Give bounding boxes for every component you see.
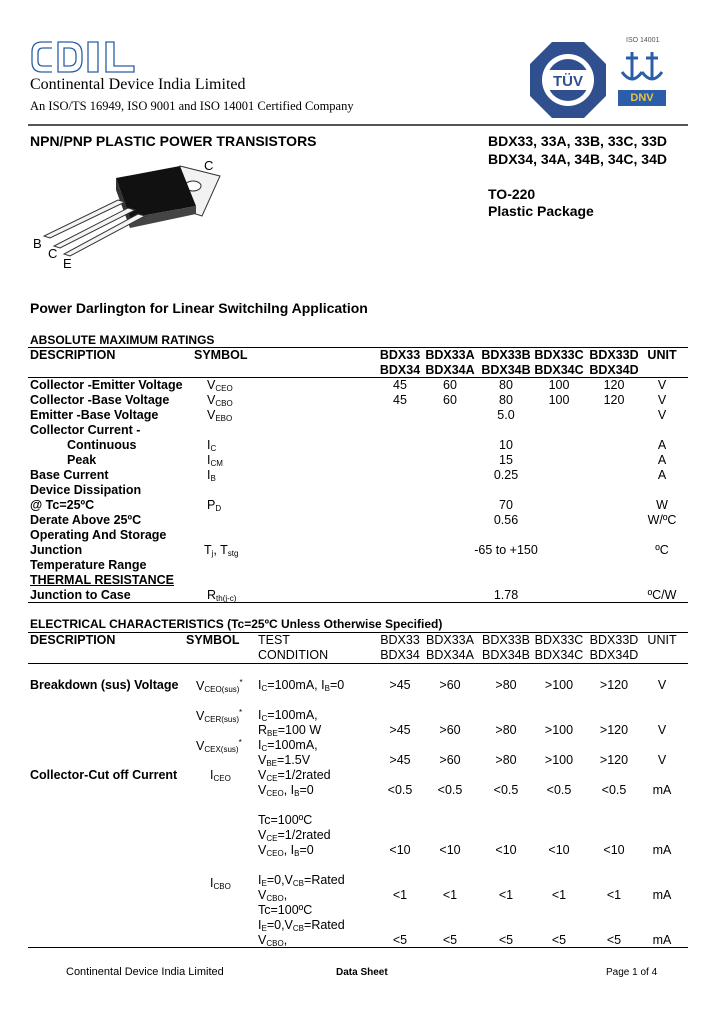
footer-page: Page 1 of 4 bbox=[606, 967, 658, 978]
elec-rule-bottom bbox=[28, 947, 688, 948]
text-part: V bbox=[258, 933, 267, 947]
col-part-bottom: BDX34A bbox=[426, 648, 474, 662]
col-part-top: BDX33A bbox=[426, 633, 474, 647]
breakdown1-value: >60 bbox=[439, 678, 461, 692]
text-part: =0 bbox=[329, 678, 345, 692]
row-description: @ Tc=25ºC bbox=[30, 498, 95, 512]
cutoff2-value: <10 bbox=[495, 843, 517, 857]
pin-label-e: E bbox=[63, 256, 72, 271]
symbol-letter: R bbox=[207, 588, 217, 602]
row-symbol bbox=[210, 876, 231, 891]
text-part: V bbox=[258, 768, 267, 782]
col-test: TEST bbox=[258, 633, 290, 647]
row-symbol bbox=[196, 738, 242, 754]
cutoff2-value: <10 bbox=[603, 843, 625, 857]
col-part-bottom: BDX34 bbox=[379, 363, 421, 377]
row-value: 10 bbox=[499, 438, 513, 452]
text-part: V bbox=[258, 888, 267, 902]
breakdown3-value: >45 bbox=[389, 753, 411, 767]
subscript: CEO bbox=[266, 849, 284, 858]
row-symbol bbox=[207, 393, 233, 408]
text-part: , bbox=[283, 933, 288, 947]
text-part: V bbox=[258, 843, 267, 857]
row-description: Junction bbox=[30, 543, 83, 557]
col-condition: CONDITION bbox=[258, 648, 329, 662]
footer-company: Continental Device India Limited bbox=[66, 966, 224, 978]
row-symbol bbox=[207, 453, 223, 468]
col-part-top: BDX33B bbox=[481, 348, 531, 362]
package-material: Plastic Package bbox=[488, 203, 594, 219]
cutoff3-value: <1 bbox=[606, 888, 622, 902]
row-description: Device Dissipation bbox=[30, 483, 142, 497]
row-description: Operating And Storage bbox=[30, 528, 167, 542]
cutoff1-value: <0.5 bbox=[387, 783, 413, 797]
pin-label-c: C bbox=[48, 246, 58, 261]
symbol-subscript: EBO bbox=[215, 414, 233, 423]
cutoff2-value: <10 bbox=[439, 843, 461, 857]
cutoff3-value: <1 bbox=[498, 888, 514, 902]
col-unit: UNIT bbox=[647, 348, 677, 362]
row-value: -65 to +150 bbox=[474, 543, 538, 557]
symbol-letter: V bbox=[196, 739, 205, 753]
col-part-bottom: BDX34C bbox=[534, 648, 584, 662]
subscript: CBO bbox=[266, 894, 284, 903]
col-part-bottom: BDX34 bbox=[380, 648, 420, 662]
cutoff3-value: <1 bbox=[551, 888, 567, 902]
test-condition bbox=[258, 843, 314, 858]
text-part: R bbox=[258, 723, 268, 737]
row-description: Collector Current - bbox=[30, 423, 141, 437]
symbol-star: * bbox=[239, 708, 243, 717]
symbol-letter: I bbox=[210, 876, 214, 890]
symbol-letter: I bbox=[207, 438, 211, 452]
row-symbol bbox=[207, 498, 221, 513]
row-description: Collector -Base Voltage bbox=[30, 393, 170, 407]
row-value: 100 bbox=[548, 393, 570, 407]
cutoff1-value: <0.5 bbox=[493, 783, 519, 797]
row-value: 80 bbox=[499, 378, 513, 392]
symbol-subscript: CM bbox=[210, 459, 223, 468]
company-logo bbox=[30, 38, 138, 76]
breakdown2-value: >100 bbox=[544, 723, 574, 737]
row-symbol bbox=[210, 768, 231, 783]
text-part: I bbox=[258, 678, 262, 692]
symbol-letter: V bbox=[207, 408, 216, 422]
subscript: E bbox=[261, 879, 267, 888]
row-value: 60 bbox=[443, 393, 457, 407]
row-description: Collector-Cut off Current bbox=[30, 768, 178, 782]
breakdown3-value: >120 bbox=[599, 753, 629, 767]
cutoff2-unit: mA bbox=[652, 843, 672, 857]
text-part: =1/2rated bbox=[277, 768, 331, 782]
row-value: 45 bbox=[393, 378, 407, 392]
breakdown1-value: >100 bbox=[544, 678, 574, 692]
subscript: C bbox=[261, 714, 268, 723]
row-value: 0.25 bbox=[493, 468, 519, 482]
row-symbol bbox=[196, 708, 242, 724]
row-value: 100 bbox=[548, 378, 570, 392]
subscript: C bbox=[261, 744, 268, 753]
cutoff4-unit: mA bbox=[652, 933, 672, 947]
col-part-bottom: BDX34B bbox=[481, 363, 531, 377]
row-symbol bbox=[207, 438, 216, 453]
breakdown1-value: >45 bbox=[389, 678, 411, 692]
row-value: 15 bbox=[499, 453, 513, 467]
row-description: Junction to Case bbox=[30, 588, 131, 602]
subscript: CB bbox=[292, 924, 305, 933]
row-symbol bbox=[204, 543, 238, 558]
test-condition bbox=[258, 738, 318, 753]
cutoff2-value: <10 bbox=[389, 843, 411, 857]
test-condition bbox=[258, 708, 318, 723]
tuv-seal bbox=[528, 40, 608, 120]
col-part-top: BDX33 bbox=[380, 633, 420, 647]
product-title: NPN/PNP PLASTIC POWER TRANSISTORS bbox=[30, 133, 317, 149]
symbol-subscript: CBO bbox=[215, 399, 233, 408]
symbol-subscript: C bbox=[210, 444, 217, 453]
col-part-bottom: BDX34B bbox=[482, 648, 530, 662]
breakdown1-value: >120 bbox=[599, 678, 629, 692]
text-part: I bbox=[258, 873, 262, 887]
row-unit: A bbox=[657, 438, 667, 452]
footer-doc-type: Data Sheet bbox=[336, 967, 388, 978]
breakdown3-value: >100 bbox=[544, 753, 574, 767]
test-condition bbox=[258, 723, 321, 738]
col-unit: UNIT bbox=[647, 633, 677, 647]
test-condition bbox=[258, 753, 310, 768]
text-part: =1.5V bbox=[277, 753, 311, 767]
pin-label-c-top: C bbox=[204, 158, 214, 173]
cutoff4-value: <5 bbox=[606, 933, 622, 947]
symbol-subscript: B bbox=[210, 474, 216, 483]
symbol-letter: I bbox=[210, 768, 214, 782]
subscript: CE bbox=[266, 834, 278, 843]
breakdown1-unit: V bbox=[657, 678, 667, 692]
symbol-subscript: CEO(sus) bbox=[204, 685, 240, 694]
text-part: =Rated bbox=[304, 873, 345, 887]
tuv-text: TÜV bbox=[553, 73, 583, 90]
subscript: B bbox=[294, 789, 300, 798]
cutoff4-value: <5 bbox=[392, 933, 408, 947]
breakdown2-value: >120 bbox=[599, 723, 629, 737]
row-description: Peak bbox=[67, 453, 97, 467]
subscript: CB bbox=[292, 879, 305, 888]
row-value: 120 bbox=[603, 393, 625, 407]
subscript: B bbox=[294, 849, 300, 858]
text-part: V bbox=[258, 783, 267, 797]
pin-label-b: B bbox=[33, 236, 42, 251]
subscript: CEO bbox=[266, 789, 284, 798]
row-symbol bbox=[207, 588, 236, 603]
col-part-top: BDX33D bbox=[589, 633, 639, 647]
row-unit: ºC bbox=[655, 543, 669, 557]
row-symbol bbox=[207, 378, 233, 393]
breakdown2-value: >60 bbox=[439, 723, 461, 737]
symbol-letter: I bbox=[207, 468, 211, 482]
breakdown2-value: >45 bbox=[389, 723, 411, 737]
row-value: 120 bbox=[603, 378, 625, 392]
text-part: I bbox=[258, 708, 262, 722]
text-part: =0 bbox=[299, 843, 314, 857]
row-value: 0.56 bbox=[493, 513, 519, 527]
row-description: Collector -Emitter Voltage bbox=[30, 378, 183, 392]
certification-line: An ISO/TS 16949, ISO 9001 and ISO 14001 Certified Company bbox=[30, 99, 354, 113]
cutoff1-value: <0.5 bbox=[437, 783, 463, 797]
test-condition bbox=[258, 678, 344, 693]
symbol-letter: T bbox=[204, 543, 212, 557]
row-value: 5.0 bbox=[497, 408, 515, 422]
text-part: =1/2rated bbox=[277, 828, 331, 842]
row-unit: A bbox=[657, 453, 667, 467]
text-part: I bbox=[258, 918, 262, 932]
symbol-subscript: CER(sus) bbox=[204, 715, 240, 724]
cutoff4-value: <5 bbox=[442, 933, 458, 947]
symbol-subscript: stg bbox=[227, 549, 239, 558]
symbol-star: * bbox=[239, 678, 243, 687]
text-part: I bbox=[258, 738, 262, 752]
part-numbers-line2: BDX34, 34A, 34B, 34C, 34D bbox=[488, 151, 667, 167]
row-value: 1.78 bbox=[493, 588, 519, 602]
text-part: , bbox=[283, 888, 288, 902]
col-part-top: BDX33B bbox=[482, 633, 530, 647]
test-condition: Tc=100ºC bbox=[258, 903, 313, 917]
text-part: =100mA, I bbox=[267, 678, 325, 692]
symbol-subscript: CEO bbox=[213, 774, 231, 783]
text-part: , I bbox=[283, 783, 295, 797]
dnv-anchor-icon bbox=[618, 46, 666, 90]
text-part: , I bbox=[283, 843, 295, 857]
text-part: =0,V bbox=[266, 918, 293, 932]
symbol-letter: V bbox=[196, 679, 205, 693]
symbol-letter: V bbox=[196, 709, 205, 723]
col-part-top: BDX33C bbox=[534, 348, 584, 362]
iso-label: ISO 14001 bbox=[626, 37, 660, 44]
row-unit: A bbox=[657, 468, 667, 482]
text-part: =100 W bbox=[277, 723, 322, 737]
col-part-top: BDX33A bbox=[425, 348, 475, 362]
row-description: Temperature Range bbox=[30, 558, 147, 572]
symbol-subscript: CBO bbox=[213, 882, 231, 891]
row-unit: ºC/W bbox=[647, 588, 677, 602]
text-part: =0 bbox=[299, 783, 314, 797]
text-part: =100mA, bbox=[267, 738, 318, 752]
breakdown3-unit: V bbox=[657, 753, 667, 767]
col-part-top: BDX33 bbox=[379, 348, 421, 362]
subscript: B bbox=[324, 684, 330, 693]
cutoff3-value: <1 bbox=[392, 888, 408, 902]
row-unit: V bbox=[657, 378, 667, 392]
row-description: Breakdown (sus) Voltage bbox=[30, 678, 179, 692]
row-unit: W bbox=[656, 498, 668, 512]
symbol-letter: V bbox=[207, 393, 216, 407]
symbol-star: * bbox=[238, 738, 242, 747]
breakdown3-value: >80 bbox=[495, 753, 517, 767]
subscript: BE bbox=[267, 729, 278, 738]
col-part-top: BDX33D bbox=[589, 348, 639, 362]
test-condition bbox=[258, 768, 331, 783]
test-condition bbox=[258, 888, 287, 903]
company-name: Continental Device India Limited bbox=[30, 76, 246, 93]
text-part: V bbox=[258, 753, 267, 767]
symbol-subscript: j bbox=[211, 549, 214, 558]
application-title: Power Darlington for Linear Switchilng Application bbox=[30, 300, 368, 316]
col-part-bottom: BDX34D bbox=[589, 648, 639, 662]
symbol-letter: V bbox=[207, 378, 216, 392]
subscript: CBO bbox=[266, 939, 284, 948]
row-description: Base Current bbox=[30, 468, 109, 482]
row-unit: V bbox=[657, 408, 667, 422]
col-part-bottom: BDX34C bbox=[534, 363, 584, 377]
col-part-bottom: BDX34D bbox=[589, 363, 639, 377]
symbol-letter: , T bbox=[213, 543, 228, 557]
breakdown2-value: >80 bbox=[495, 723, 517, 737]
row-description: Continuous bbox=[67, 438, 137, 452]
header-rule bbox=[28, 124, 688, 126]
cutoff3-value: <1 bbox=[442, 888, 458, 902]
row-symbol bbox=[196, 678, 243, 694]
symbol-letter: I bbox=[207, 453, 211, 467]
row-value: 80 bbox=[499, 393, 513, 407]
col-description: DESCRIPTION bbox=[30, 348, 116, 362]
elec-title: ELECTRICAL CHARACTERISTICS (Tc=25ºC Unless Otherwise Specified) bbox=[30, 617, 443, 631]
test-condition bbox=[258, 783, 314, 798]
subscript: E bbox=[261, 924, 267, 933]
cutoff1-value: <0.5 bbox=[601, 783, 627, 797]
part-numbers-line1: BDX33, 33A, 33B, 33C, 33D bbox=[488, 133, 667, 149]
row-value: 45 bbox=[393, 393, 407, 407]
row-symbol bbox=[207, 468, 216, 483]
row-value: 60 bbox=[443, 378, 457, 392]
cutoff2-value: <10 bbox=[548, 843, 570, 857]
breakdown3-value: >60 bbox=[439, 753, 461, 767]
elec-header-rule bbox=[28, 663, 688, 664]
col-symbol: SYMBOL bbox=[186, 633, 240, 647]
symbol-subscript: CEO bbox=[215, 384, 233, 393]
test-condition bbox=[258, 828, 331, 843]
symbol-subscript: D bbox=[215, 504, 222, 513]
col-description: DESCRIPTION bbox=[30, 633, 116, 647]
thermal-title: THERMAL RESISTANCE bbox=[30, 573, 174, 587]
row-symbol bbox=[207, 408, 232, 423]
test-condition bbox=[258, 918, 345, 933]
cutoff4-value: <5 bbox=[551, 933, 567, 947]
abs-max-rule-bottom bbox=[28, 602, 688, 603]
col-part-top: BDX33C bbox=[534, 633, 584, 647]
symbol-subscript: CEX(sus) bbox=[204, 745, 239, 754]
text-part: =Rated bbox=[304, 918, 345, 932]
row-unit: V bbox=[657, 393, 667, 407]
row-unit: W/ºC bbox=[647, 513, 677, 527]
symbol-subscript: th(j-c) bbox=[216, 594, 237, 603]
symbol-letter: P bbox=[207, 498, 216, 512]
cutoff1-unit: mA bbox=[652, 783, 672, 797]
row-description: Derate Above 25ºC bbox=[30, 513, 142, 527]
row-value: 70 bbox=[499, 498, 513, 512]
text-part: =0,V bbox=[266, 873, 293, 887]
text-part: =100mA, bbox=[267, 708, 318, 722]
row-description: Emitter -Base Voltage bbox=[30, 408, 159, 422]
col-symbol: SYMBOL bbox=[194, 348, 248, 362]
to220-package-image bbox=[30, 156, 230, 274]
cutoff1-value: <0.5 bbox=[546, 783, 572, 797]
abs-max-title: ABSOLUTE MAXIMUM RATINGS bbox=[30, 333, 215, 347]
subscript: CE bbox=[266, 774, 278, 783]
text-part: V bbox=[258, 828, 267, 842]
test-condition bbox=[258, 873, 345, 888]
test-condition: Tc=100ºC bbox=[258, 813, 313, 827]
subscript: BE bbox=[266, 759, 278, 768]
dnv-badge: DNV bbox=[618, 90, 666, 106]
breakdown1-value: >80 bbox=[495, 678, 517, 692]
test-condition bbox=[258, 933, 287, 948]
col-part-bottom: BDX34A bbox=[425, 363, 475, 377]
breakdown2-unit: V bbox=[657, 723, 667, 737]
cutoff3-unit: mA bbox=[652, 888, 672, 902]
cutoff4-value: <5 bbox=[498, 933, 514, 947]
logo-text: CDIL bbox=[30, 38, 33, 39]
subscript: C bbox=[261, 684, 268, 693]
package-type: TO-220 bbox=[488, 186, 536, 202]
